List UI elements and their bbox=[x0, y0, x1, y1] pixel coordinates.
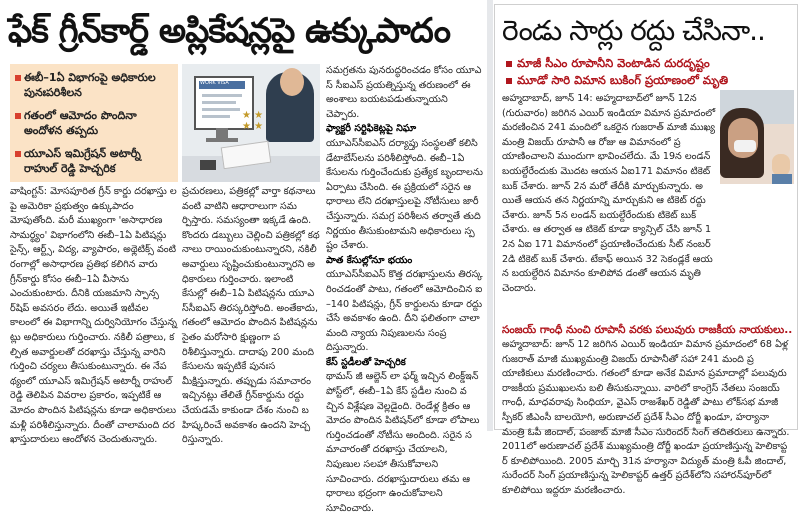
right-body-continued bbox=[502, 188, 792, 320]
right-section-title: సంజయ్ గాంధీ నుంచి రూపానీ వరకు పలువురు రాజకీయ నాయకులు.. bbox=[502, 324, 793, 336]
column-divider bbox=[487, 0, 493, 431]
right-body-bottom: అహ్మదాబాద్: జూన్ 12 జరిగిన ఎయిర్ ఇండియా విమాన ప్రమాదంలో 68 ఏళ్ల గుజరాత్ మాజీ ముఖ్యమంత్రి విజయ్ రూపానీతో సహా 241 మంది ప్రయాణికులు మరణించారు. గతంలో కూడా అనేక విమాన ప్రమాదాల్లో పలువురు రాజకీయ ప్రముఖులను బలి తీసుకున్నాయి. వారిలో కాంగ్రెస్ నేతలు సంజయ్ గాంధీ, మాధవరావు సింధియా, వైఎస్ రాజశేఖర్ రెడ్డితో పాటు లోక్‌సభ మాజీ స్పీకర్ జీఎంసీ బాలయోగి, అరుణాచల్ ప్రదేశ్ సీఎం దోర్జీ ఖండూ, హర్యానా మంత్రి ఓపీ జిందాల్, పంజాబ్ మాజీ సీఎం సురిందర్ సింగ్ తదితరులు ఉన్నారు. 2011లో అరుణాచల్ ప్రదేశ్ ముఖ్యమంత్రి దోర్జీ ఖండూ ప్రయాణిస్తున్న హెలికాప్టర్ కూలిపోయింది. 2005 మార్చి 31న హర్యానా విద్యుత్ మంత్రి ఓపీ జిందాల్, సురేందర్ సింగ్ ప్రయాణిస్తున్న హెలికాప్టర్ ఉత్తర్ ప్రదేశ్‌లోని సహారన్‌పూర్‌లో కూలిపోయి ఇద్దరూ మరణించారు. bbox=[502, 339, 790, 496]
screen-line bbox=[202, 108, 240, 111]
monitor-base bbox=[206, 138, 238, 142]
left-column-3 bbox=[326, 64, 484, 514]
mask-icon bbox=[734, 140, 756, 152]
col3-subhead: పాత కేసుల్లోనూ భయం bbox=[326, 254, 413, 266]
right-body-text: అహ్మదాబాద్, జూన్ 14: అహ్మదాబాద్‌లో జూన్ 12న (గురువారం) జరిగిన ఎయిర్ ఇండియా విమాన ప్రమాదంలో మరణించిన 241 మందిలో ఒకరైన గుజరాత్ మాజీ ముఖ్యమంత్రి విజయ్ రూపానీ ఆ రోజు ఆ విమానంలో ప్రయాణించాలని ముందుగా భావించలేదు. మే 19న లండన్ బయల్దేరేందుకు మొదట ఆయన ఏఐ171 విమానం టికెట్ బుక్ చేశారు. జూన్ 2న మరో తేదీకి మార్చుకున్నారు. అయితే ఆయన తన నిర్ణయాన్ని మార్చుకుని ఆ టికెట్ రద్దు చేశారు. జూన్ 5న లండన్ బయల్దేరేందుకు టికెట్ బుక్ చేశారు. ఆ తర్వాత ఆ టికెట్ కూడా క్యాన్సిల్ చేసి జూన్ 12న ఏఐ 171 విమానంలో ప్రయాణించేందుకు సీట్ నంబర్ 2డి టికెట్ బుక్ చేశారు. టేకాఫ్ అయిన 32 సెకండ్లకే ఆయన బయల్దేరిన విమానం కూలిపోవ డంతో ఆయన మృతి చెందారు. bbox=[502, 93, 716, 294]
left-headline: ఫేక్ గ్రీన్‌కార్డ్ అప్లికేషన్లపై ఉక్కుపాదం bbox=[8, 11, 451, 51]
bullet-icon bbox=[15, 75, 21, 81]
visa-application-photo bbox=[182, 64, 320, 182]
bullet-icon bbox=[506, 61, 512, 67]
subhead-text: మాజీ సీఎం రూపానీని వెంటాడిన దురదృష్టం bbox=[517, 56, 710, 70]
person-face bbox=[280, 68, 304, 96]
col3-body: థామస్ జీ ఆల్జెన్ లా ఫర్మ్ ఇచ్చిన లింక్డ్‌ఇన్ పోస్ట్‌లో, ఈబీ–1ఏ కేస్ స్టడీల నుంచి వచ్చిన విశ్లేషణ వెల్లడైంది. రెండేళ్ల క్రితం ఆమోదం పొందిన పిటిషన్‌లో కూడా లోపాలు గుర్తించడంతో నోటీసు అందింది. సరైన సమాచారంతో దరఖాస్తు చేయాలని, నిపుణుల సలహా తీసుకోవాలని సూచించారు. దరఖాస్తుదారులు తమ ఆధారాలు భద్రంగా ఉంచుకోవాలని సూచించారు. bbox=[326, 371, 480, 514]
second-person-face bbox=[772, 154, 790, 176]
right-subhead bbox=[506, 55, 790, 71]
highlight-item: ఈబీ–1ఏ విభాగంపై అధికారుల పునఃపరిశీలన bbox=[16, 70, 174, 100]
left-column-2: ప్రచురణలు, పత్రికల్లో వార్తా కథనాలు వంటి వాటిని ఆధారాలుగా సమర్పిస్తారు. సమస్యంతా ఇక్కడే ఉంది. కొందరు డబ్బులు చెల్లించి పత్రికల్లో కథనాలు రాయించుకుంటున్నారని, నకిలీ అవార్డులు సృష్టించుకుంటున్నారని అధికారులు గుర్తించారు. ఇలాంటి కేసుల్లో ఈబీ–1ఏ పిటిషన్లను యూఎస్‌సీఐఎస్ తిరస్కరిస్తోంది. అంతేకాదు, గతంలో ఆమోదం పొందిన పిటిషన్లను సైతం మరోసారి క్షుణ్ణంగా పరిశీలిస్తున్నారు. దాదాపు 200 మంది కేసులను ఇప్పటికే పునఃసమీక్షిస్తున్నారు. తప్పుడు సమాచారం ఇచ్చినట్లు తేలితే గ్రీన్‌కార్డును రద్దు చేయడమే కాకుండా దేశం నుంచి బహిష్కరించే అవకాశం ఉందని హెచ్చరిస్తున్నారు. bbox=[182, 186, 320, 446]
col3-subhead: కేస్ స్టడీలతో హెచ్చరిక bbox=[326, 356, 406, 368]
screen-line bbox=[202, 115, 230, 118]
col3-body: యూఎస్‌సీఐఎస్ దర్యాప్తు సంస్థలతో కలిసి డేటాబేస్‌లను పరిశీలిస్తోంది. ఈబీ–1ఏ కేసులను గుర్తించేందుకు ప్రత్యేక బృందాలను ఏర్పాటు చేసింది. ఈ ప్రక్రియలో సరైన ఆధారాలు లేని దరఖాస్తులపై నోటీసులు జారీ చేస్తున్నారు. సమగ్ర పరిశీలన తర్వాతే తుది నిర్ణయం తీసుకుంటామని అధికారులు స్పష్టం చేశారు. bbox=[326, 137, 483, 252]
bullet-icon bbox=[506, 78, 512, 84]
stars-icon: ★ ★ ★ ★ bbox=[242, 110, 264, 132]
bullet-icon bbox=[15, 151, 21, 157]
highlight-item: గతంలో ఆమోదం పొందినా అందోళన తప్పదు bbox=[16, 108, 174, 138]
right-subhead bbox=[506, 72, 790, 88]
left-column-1: వాషింగ్టన్: మోసపూరిత గ్రీన్ కార్డు దరఖాస్తు లపై అమెరికా ప్రభుత్వం ఉక్కుపాదం మోపుతోంది. మరీ ముఖ్యంగా 'అసాధారణ సామర్థ్యం' విభాగంలోని ఈబీ–1ఏ పిటిషన్లు సైన్స్, ఆర్ట్స్, విద్య, వ్యాపారం, అథ్లెటిక్స్ వంటి రంగాల్లో అసాధారణ ప్రతిభ కలిగిన వారు గ్రీన్‌కార్డు కోసం ఈబీ–1ఏ వీసాను ఎంచుకుంటారు. దీనికి యజమాని స్పాన్సర్‌షిప్ అవసరం లేదు. అయితే ఇటీవల కాలంలో ఈ విభాగాన్ని దుర్వినియోగం చేస్తున్నట్లు అధికారులు గుర్తించారు. నకిలీ పత్రాలు, కల్పిత అవార్డులతో దరఖాస్తు చేస్తున్న వారిని గుర్తించి చర్యలు తీసుకుంటున్నారు. ఈ నేపథ్యంలో యూఎస్ ఇమిగ్రేషన్ అటార్నీ రాహుల్ రెడ్డి తెలిపిన వివరాల ప్రకారం, ఇప్పటికే ఆమోదం పొందిన పిటిషన్లను కూడా అధికారులు మళ్లీ పరిశీలిస్తున్నారు. దీంతో చాలామంది దరఖాస్తుదారులు ఆందోళన చెందుతున్నారు. bbox=[10, 186, 177, 446]
subhead-text: మూడో సారి విమాన బుకింగ్ ప్రయాణంలో మృతి bbox=[517, 73, 729, 87]
screen-line bbox=[202, 101, 236, 104]
monitor-stand bbox=[216, 128, 228, 138]
screen-line bbox=[202, 94, 242, 97]
col3-intro: సమగ్రతను పునరుద్ధరించడం కోసం యూఎస్ సీఐఎస్ ప్రయత్నిస్తున్న తరుణంలో ఈ అంశాలు బయటపడుతున్నాయని చెప్పారు. bbox=[326, 65, 482, 120]
phone-icon bbox=[200, 160, 216, 170]
passenger-photo bbox=[720, 90, 794, 184]
screen-text: WORK VISA bbox=[200, 80, 229, 86]
person-face bbox=[728, 118, 758, 158]
bullet-icon bbox=[15, 113, 21, 119]
second-person-body bbox=[772, 174, 792, 184]
col3-body: యూఎస్‌సీఐఎస్ కొత్త దరఖాస్తులను తిరస్కరించడంతో పాటు, గతంలో ఆమోదించిన ఐ–140 పిటిషన్లు, గ్రీన్ కార్డులను కూడా రద్దు చేసే అవకాశం ఉంది. దీని ఫలితంగా చాలా మంది న్యాయ నిపుణులను సంప్రదిస్తున్నారు. bbox=[326, 269, 483, 354]
right-headline: రెండు సార్లు రద్దు చేసినా.. bbox=[502, 14, 765, 47]
right-body-top bbox=[502, 92, 716, 294]
highlights-box bbox=[10, 64, 178, 182]
col3-subhead: ఫ్యాక్టరీ సర్టిఫికెట్లపై నిఘా bbox=[326, 123, 417, 135]
highlight-item: యూఎస్ ఇమిగ్రేషన్ అటార్నీ రాహుల్ రెడ్డి హెచ్చరిక bbox=[16, 146, 174, 176]
